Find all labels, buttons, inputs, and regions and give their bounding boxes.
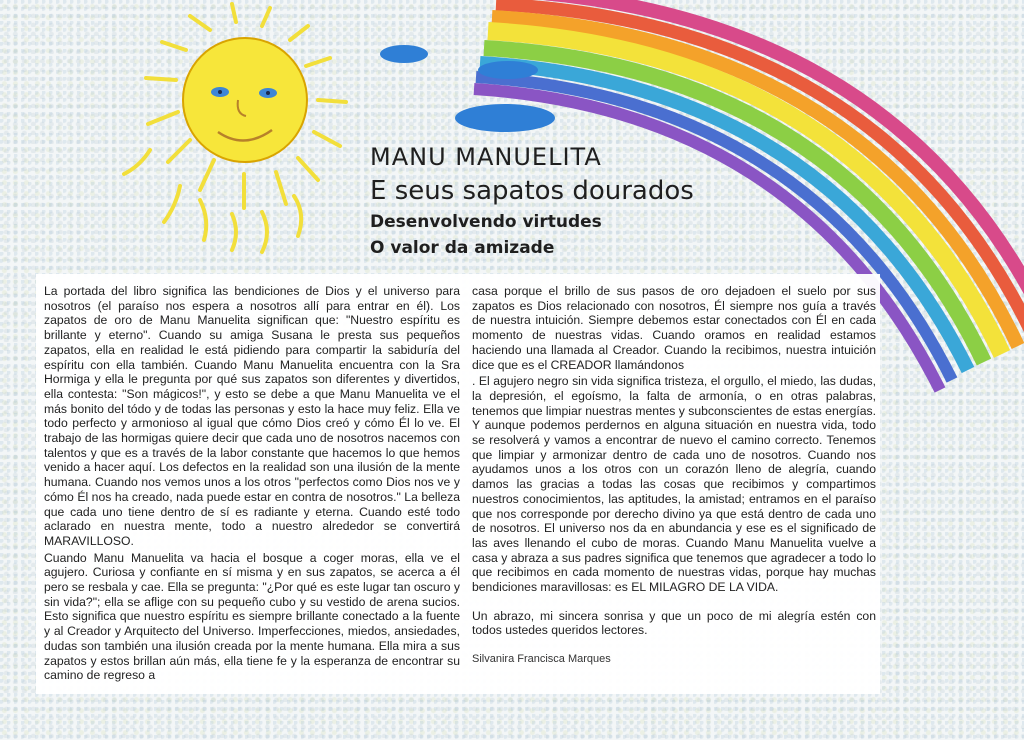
closing-paragraph: Un abrazo, mi sincera sonrisa y que un poco de mi alegría estén con todos ustedes queridos lectores. xyxy=(472,608,876,638)
book-subtitle: E seus sapatos dourados xyxy=(370,176,694,206)
paragraph: . El agujero negro sin vida significa tristeza, el orgullo, el miedo, las dudas, la depresión, el egoísmo, la falta de armonía, o en otras palabras, tenemos que limpiar nuestras mentes y subconscientes de estas energías. Y aunque podemos perdernos en alguna situación en nuestra vida, todo se resolverá y vamos a encontrar de nuevo el camino correcto. Tenemos que limpiar y armonizar dentro de cada uno de nosotros. Cuando nos ayudamos unos a los otros con un corazón lleno de alegría, cuando damos las gracias a todas las cosas que recibimos y compartimos nuestros conocimientos, las aptitudes, la amistad; entramos en el paraíso que nos corresponde por derecho divino ya que está dentro de cada uno de nosotros. El universo nos da en abundancia y ese es el significado de las aves llenando el cubo de moras. Cuando Manu Manuelita vuelve a casa y abraza a sus padres significa que tenemos que agradecer a todo lo que recibimos en cada momento de nuestras vidas, porque hay muchas bendiciones maravillosas: es EL MILAGRO DE LA VIDA. xyxy=(472,374,876,595)
title-block xyxy=(370,142,694,262)
paragraph: casa porque el brillo de sus pasos de oro dejadoen el suelo por sus zapatos es Dios relacionado con nosotros, Él siempre nos guía a través de nuestra intuición. Siempre debemos estar conectados con Él en cada momento de nuestras vidas. Cuando oramos en realidad estamos haciendo una llamada al Creador. Cuando la recibimos, nuestra intuición dice que es el CREADOR llamándonos xyxy=(472,284,876,372)
paragraph: La portada del libro significa las bendiciones de Dios y el universo para nosotros (el paraíso nos espera a nosotros allí para entrar en él). Los zapatos de oro de Manu Manuelita significan que: "Nuestro espíritu es brillante y eterno". Cuando su amiga Susana le presta sus pequeños zapatos, ella en realidad le está pidiendo para compartir la sabiduría del espíritu con ella también. Cuando Manu Manuelita encuentra con la Sra Hormiga y ella le pregunta por qué sus zapatos son diferentes y divertidos, ella contesta: "Son mágicos!", y esto se debe a que Manu Manuelita ve el más bonito del tódo y de todas las personas y esto la hace muy feliz. Ella ve todo perfecto y armonioso al igual que cómo Dios creó y cómo Él lo ve. El trabajo de las hormigas quiere decir que cada uno de nosotros nacemos con talentos y que es a través de la labor constante que hacemos lo que hemos venido a hacer aquí. Los defectos en la realidad son una ilusión de la mente humana. Cuando nos vemos unos a los otros "perfectos como Dios nos ve y cómo Él nos ha creado, nada puede estar en contra de nosotros." La belleza que cada uno tiene dentro de sí es radiante y eterna. Cuando esté todo aclarado en nuestra mente, todo a nuestro alrededor se convertirá MARAVILLOSO. xyxy=(44,284,460,548)
right-column xyxy=(472,284,876,667)
text-panel xyxy=(36,274,880,694)
sun-icon xyxy=(183,38,307,162)
book-title: MANU MANUELITA xyxy=(370,143,602,171)
book-theme: Desenvolvendo virtudes xyxy=(370,212,602,232)
left-column xyxy=(44,284,460,685)
book-value: O valor da amizade xyxy=(370,238,555,258)
author-signature: Silvanira Francisca Marques xyxy=(472,653,611,666)
paragraph: Cuando Manu Manuelita va hacia el bosque a coger moras, ella ve el agujero. Curiosa y confiante en sí misma y en sus zapatos, se acerca a él pero se resbala y cae. Ella se pregunta: "¿Por qué es este lugar tan oscuro y sin vida?"; ella se aflige con su pequeño cubo y su vestido de arena sucios. Esto significa que nuestro espíritu es siempre brillante conectado a la fuente y al Creador y Arquitecto del Universo. Imperfecciones, miedos, ansiedades, dudas son también una ilusión creada por la mente humana. Ella mira a sus zapatos y estos brillan aún más, ella tiene fe y la esperanza de encontrar su camino de regreso a xyxy=(44,550,460,683)
